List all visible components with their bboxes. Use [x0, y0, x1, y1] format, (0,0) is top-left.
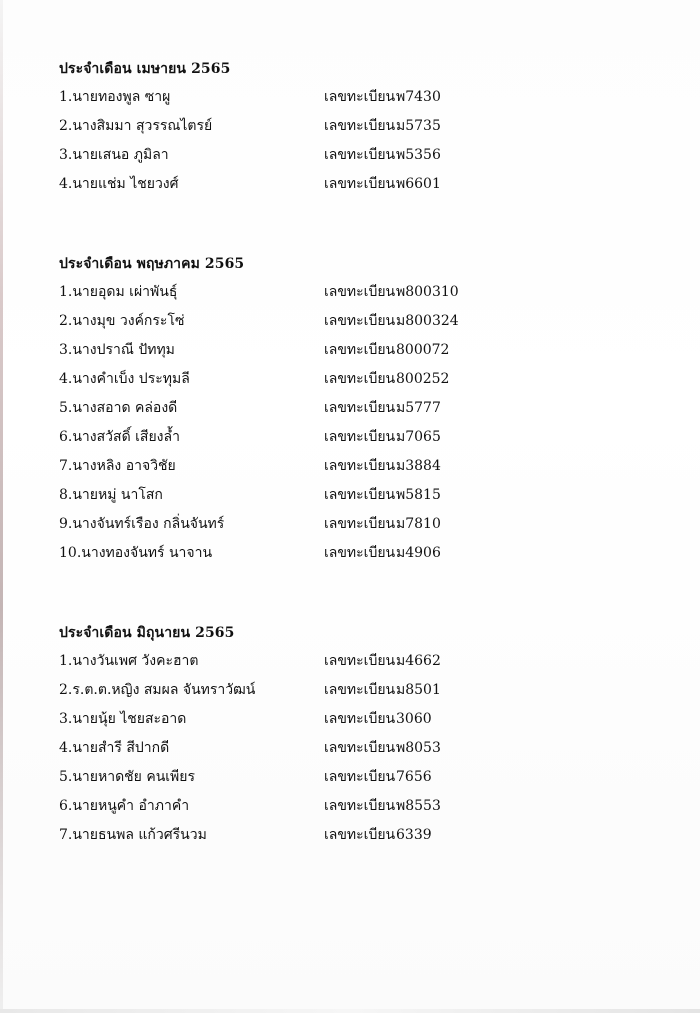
registration-label: เลขทะเบียน: [324, 545, 396, 561]
section-title: ประจำเดือน มิถุนายน 2565: [59, 625, 235, 641]
registration-label: เลขทะเบียน: [324, 313, 396, 329]
member-name: 7.นางหลิง อาจวิชัย: [59, 458, 176, 474]
list-item: [59, 763, 659, 792]
list-item: [59, 452, 659, 481]
registration-number: ม4906: [396, 545, 441, 561]
registration-label: เลขทะเบียน: [324, 798, 396, 814]
month-section: [59, 251, 659, 568]
registration-number: ม5735: [396, 118, 441, 134]
registration-label: เลขทะเบียน: [324, 827, 396, 843]
registration-label: เลขทะเบียน: [324, 118, 396, 134]
registration-number: 7656: [396, 769, 432, 785]
list-item: [59, 676, 659, 705]
list-item: [59, 336, 659, 365]
registration-number: พ8053: [396, 740, 441, 756]
registration-number: ม3884: [396, 458, 441, 474]
member-name: 4.นายสำรี สีปากดี: [59, 740, 170, 756]
member-name: 3.นางปราณี ปัททุม: [59, 342, 175, 358]
list-item: [59, 705, 659, 734]
member-name: 1.นายอุดม เผ่าพันธุ์: [59, 284, 178, 300]
member-name: 5.นางสอาด คล่องดี: [59, 400, 178, 416]
member-name: 7.นายธนพล แก้วศรีนวม: [59, 827, 207, 843]
registration-label: เลขทะเบียน: [324, 458, 396, 474]
registration-number: ม7810: [396, 516, 441, 532]
registration-label: เลขทะเบียน: [324, 682, 396, 698]
section-title: ประจำเดือน เมษายน 2565: [59, 61, 231, 77]
registration-label: เลขทะเบียน: [324, 516, 396, 532]
list-item: [59, 792, 659, 821]
member-list: [59, 83, 659, 199]
list-item: [59, 365, 659, 394]
month-section: [59, 56, 659, 199]
member-name: 6.นางสวัสดิ์ เสียงล้ำ: [59, 429, 180, 445]
registration-number: พ5356: [396, 147, 441, 163]
member-name: 2.นางสิมมา สุวรรณไตรย์: [59, 118, 213, 134]
registration-number: พ5815: [396, 487, 441, 503]
registration-label: เลขทะเบียน: [324, 147, 396, 163]
member-name: 6.นายหนูคำ อำภาคำ: [59, 798, 190, 814]
registration-number: พ7430: [396, 89, 441, 105]
member-name: 3.นายเสนอ ภูมิลา: [59, 147, 169, 163]
member-name: 1.นายทองพูล ซาผู: [59, 89, 171, 105]
registration-label: เลขทะเบียน: [324, 176, 396, 192]
registration-number: ม800324: [396, 313, 459, 329]
list-item: [59, 170, 659, 199]
section-title: ประจำเดือน พฤษภาคม 2565: [59, 256, 245, 272]
registration-label: เลขทะเบียน: [324, 769, 396, 785]
scan-edge-bottom: [0, 1009, 700, 1013]
member-list: [59, 647, 659, 850]
registration-number: 6339: [396, 827, 432, 843]
member-name: 1.นางวันเพศ วังคะฮาต: [59, 653, 199, 669]
list-item: [59, 307, 659, 336]
registration-number: พ800310: [396, 284, 459, 300]
member-name: 2.ร.ต.ต.หญิง สมผล จันทราวัฒน์: [59, 682, 256, 698]
registration-label: เลขทะเบียน: [324, 740, 396, 756]
list-item: [59, 821, 659, 850]
list-item: [59, 734, 659, 763]
list-item: [59, 423, 659, 452]
registration-number: ม4662: [396, 653, 441, 669]
registration-label: เลขทะเบียน: [324, 342, 396, 358]
registration-label: เลขทะเบียน: [324, 711, 396, 727]
registration-label: เลขทะเบียน: [324, 89, 396, 105]
registration-label: เลขทะเบียน: [324, 487, 396, 503]
list-item: [59, 481, 659, 510]
list-item: [59, 510, 659, 539]
list-item: [59, 539, 659, 568]
member-name: 4.นางคำเบ็ง ประทุมลี: [59, 371, 190, 387]
list-item: [59, 278, 659, 307]
registration-number: พ8553: [396, 798, 441, 814]
member-name: 10.นางทองจันทร์ นาจาน: [59, 545, 213, 561]
member-name: 9.นางจันทร์เรือง กลิ่นจันทร์: [59, 516, 225, 532]
member-name: 5.นายหาดชัย คนเพียร: [59, 769, 196, 785]
registration-label: เลขทะเบียน: [324, 371, 396, 387]
registration-label: เลขทะเบียน: [324, 284, 396, 300]
list-item: [59, 83, 659, 112]
registration-number: 3060: [396, 711, 432, 727]
member-name: 4.นายแช่ม ไชยวงศ์: [59, 176, 179, 192]
member-name: 3.นายนุ้ย ไชยสะอาด: [59, 711, 187, 727]
registration-number: 800072: [396, 342, 450, 358]
document-content: [59, 56, 659, 850]
list-item: [59, 112, 659, 141]
list-item: [59, 394, 659, 423]
member-list: [59, 278, 659, 568]
registration-number: ม5777: [396, 400, 441, 416]
registration-number: พ6601: [396, 176, 441, 192]
registration-label: เลขทะเบียน: [324, 429, 396, 445]
registration-number: ม7065: [396, 429, 441, 445]
month-section: [59, 620, 659, 850]
member-name: 2.นางมุข วงค์กระโซ่: [59, 313, 185, 329]
list-item: [59, 647, 659, 676]
registration-number: 800252: [396, 371, 450, 387]
list-item: [59, 141, 659, 170]
member-name: 8.นายหมู่ นาโสก: [59, 487, 163, 503]
registration-label: เลขทะเบียน: [324, 653, 396, 669]
registration-number: ม8501: [396, 682, 441, 698]
scan-edge-left: [0, 0, 3, 1013]
registration-label: เลขทะเบียน: [324, 400, 396, 416]
